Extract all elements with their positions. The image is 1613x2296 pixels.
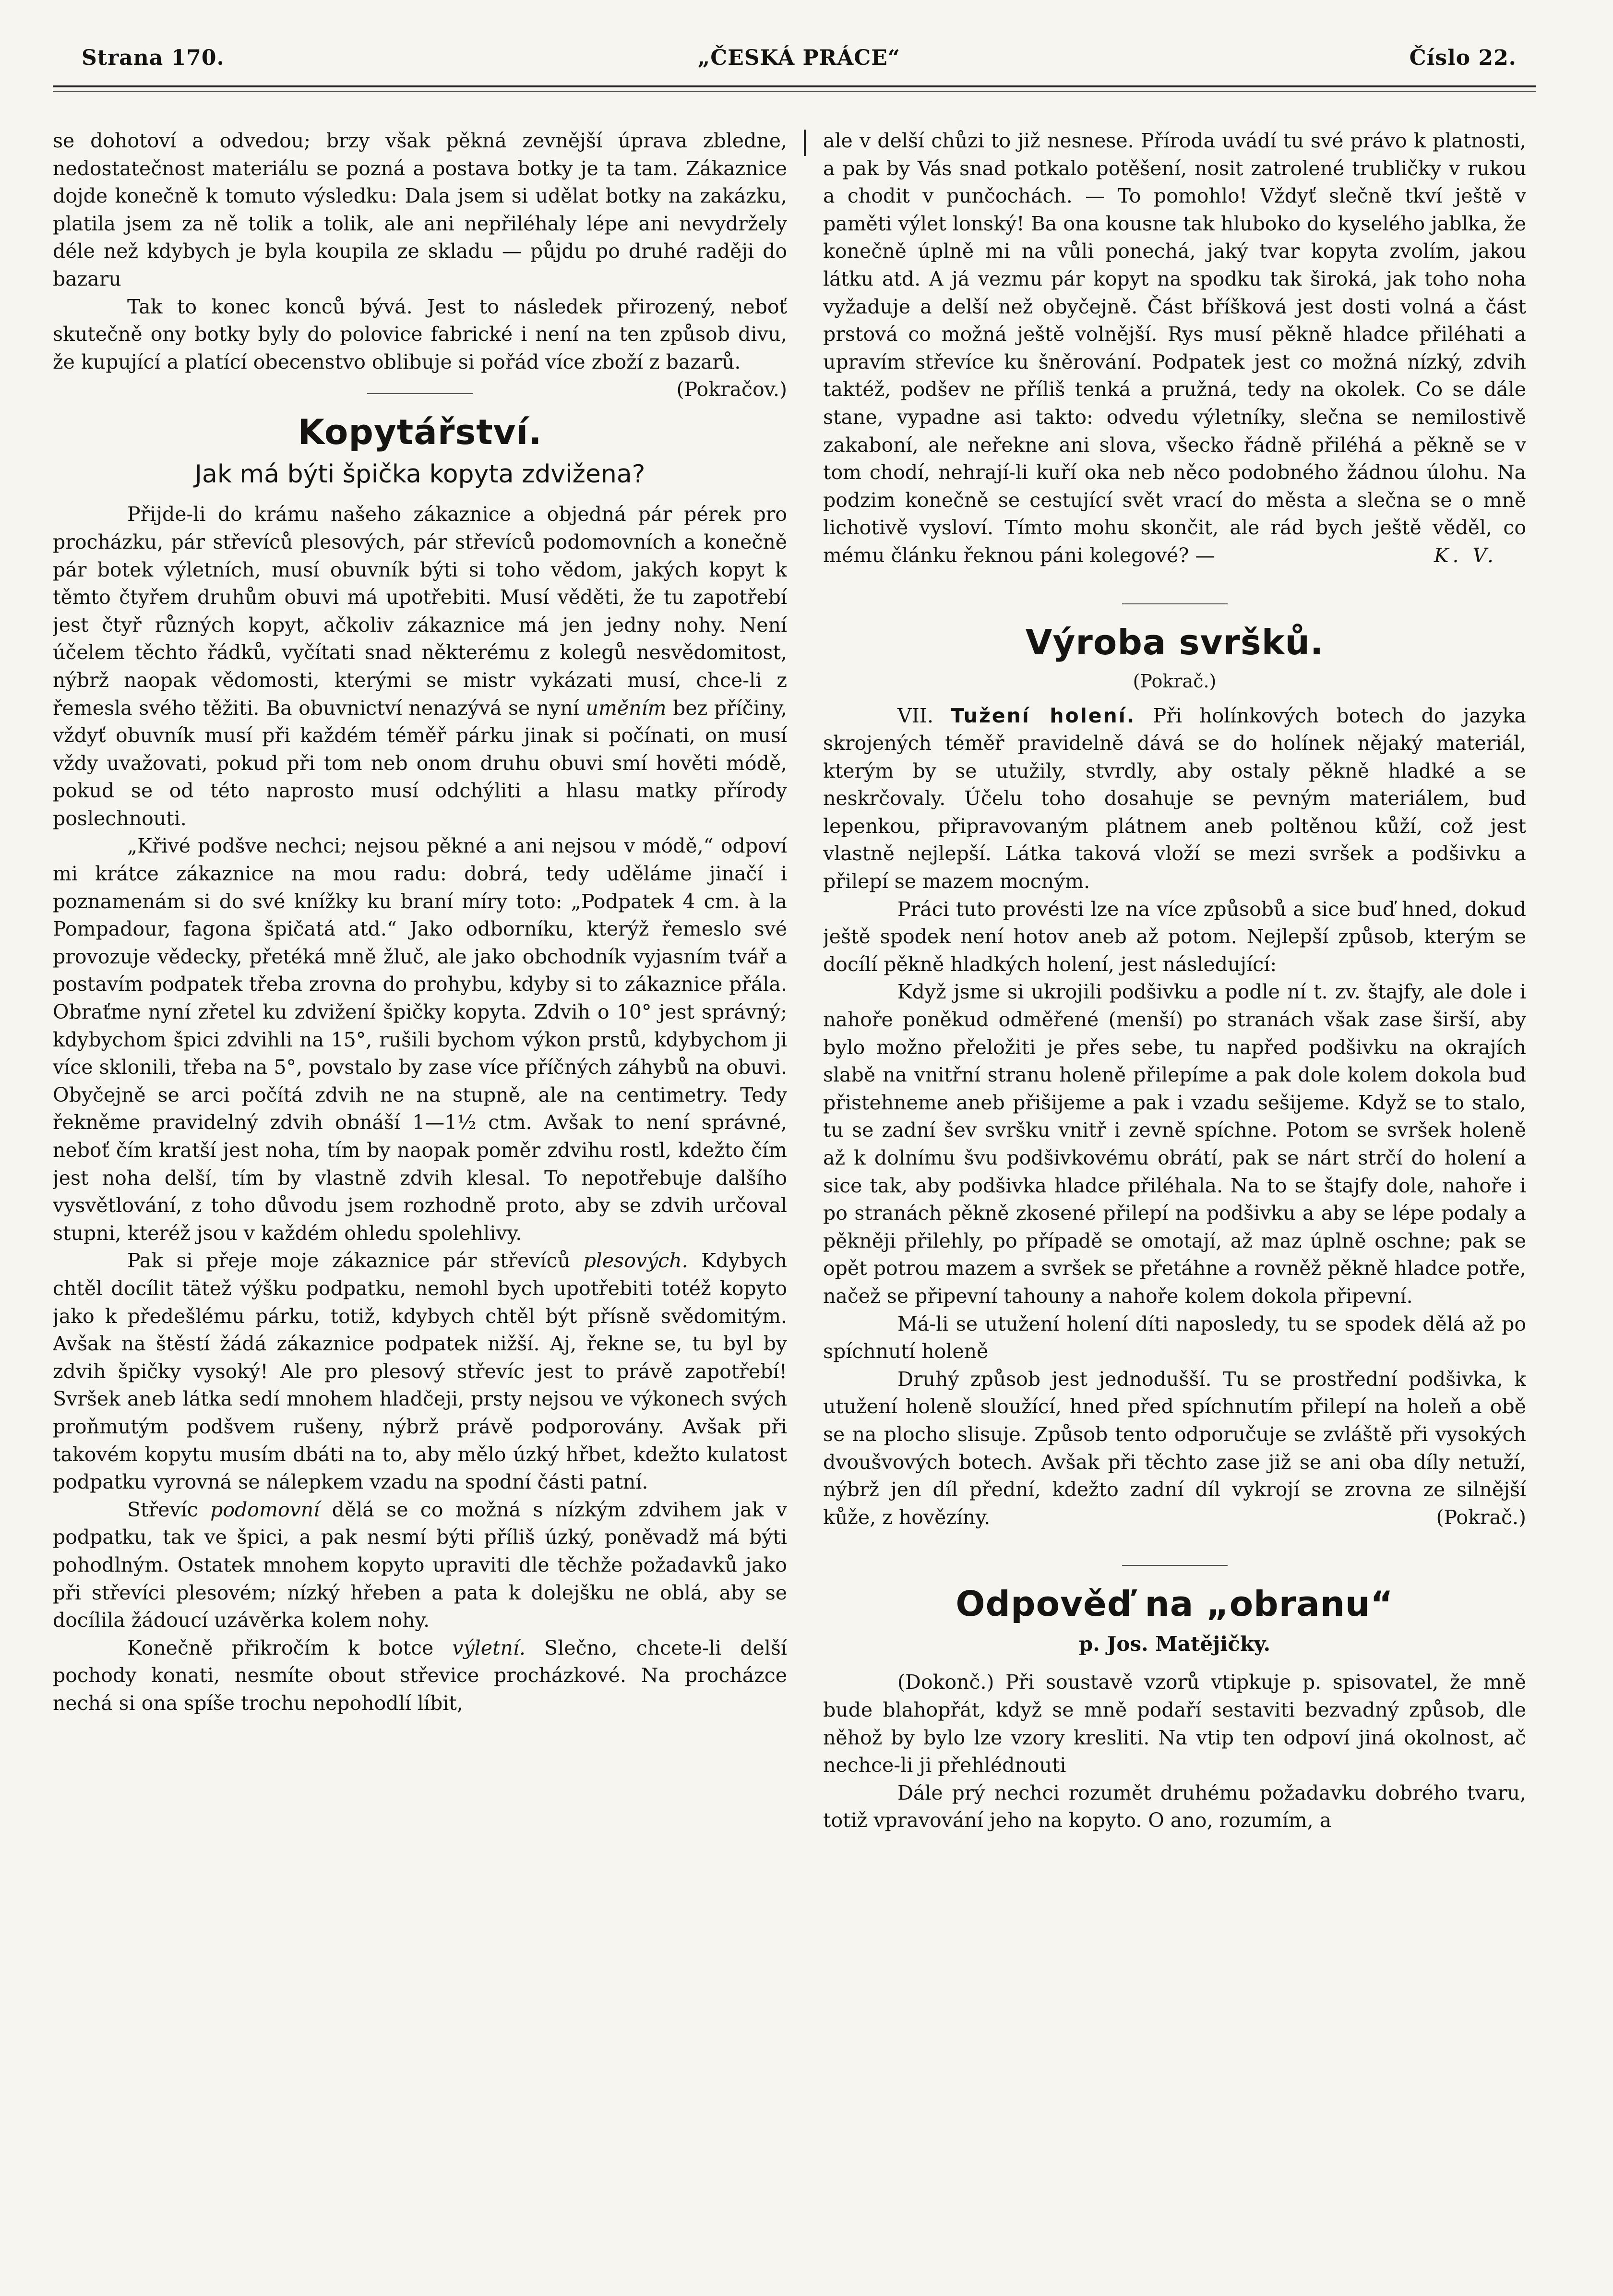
p5-italic: výletní.	[452, 1636, 526, 1659]
p5-text-b: Slečno, chcete-li delší pochody konati, nesmíte obout střevice procházkové. Na procházce nechá si ona spíše trochu nepohodlí líbit,	[53, 1636, 787, 1715]
section-separator	[367, 393, 473, 394]
issue-number: Číslo 22.	[1409, 46, 1517, 70]
p1-text: Přijde-li do krámu našeho zákaznice a objedná pár pérek pro procházku, pár střevíců plesových, pár střevíců podomovních a konečně pár botek výletních, musí obuvník býti si toho vědom, jakých kopyt k těmto čtyřem druhům obuvi má upotřebiti. Musí věděti, že tu zapotřebí jest čtyř různých kopyt, ačkoliv zákaznice má jen jedny nohy. Není účelem těchto řádků, vyčítati snad některému z kolegů nesvědomitost, nýbrž naopak vědomosti, kterými se mistr vykázati musí, chce-li z řemesla svého těžiti. Ba obuvnictví nenazývá se nyní	[53, 503, 787, 720]
left-column	[53, 127, 787, 2278]
section-title-vyroba-svrsku: Výroba svršků.	[1025, 622, 1324, 662]
article-paragraph-4	[53, 1496, 787, 1635]
p4-text-a: Střevíc	[127, 1498, 211, 1521]
s2-p5-text: Druhý způsob jest jednodušší. Tu se prostřední podšivka, k utužení holeně sloužící, hned před spíchnutím přilepí na holeň a obě se na plocho slisuje. Způsob tento odporučuje se zvláště při vysokých dvoušvových botech. Avšak při těchto zase již se ani oba díly netuží, nýbrž jen díl přední, kdežto zadní díl vykrojí se zrovna ze silnější kůže, z hovězíny.	[823, 1367, 1526, 1529]
closing-text: Tak to konec konců bývá. Jest to následek přirozený, neboť skutečně ony botky byly do polovice fabrické i není na ten způsob divu, že kupující a platící obecenstvo oblibuje si pořád více zboží z bazarů.	[53, 295, 787, 373]
s2-paragraph-4: Má-li se utužení holení díti naposledy, tu se spodek dělá až po spíchnutí holeně	[823, 1312, 1526, 1363]
section-title-kopytarstvi: Kopytářství.	[298, 412, 542, 453]
section-separator-3	[1122, 1565, 1228, 1566]
continued-text: ale v delší chůzi to již nesnese. Příroda uvádí tu své právo k platnosti, a pak by Vás snad potkalo potěšení, nosit zatrolené trubličky v rukou a chodit v punčochách. — To pomohlo! Vždyť slečně tkví ještě v paměti výlet lonský! Ba ona kousne tak hluboko do kyselého jablka, že konečně úplně mi na vůli ponechá, jaký tvar kopyta zvolím, jakou látku atd. A já vezmu pár kopyt na spodku tak široká, jak toho noha vyžaduje a delší než obyčejně. Část bříšková jest dosti volná a část prstová co možná ještě volnější. Rys musí pěkně hladce přiléhati a upravím střevíce ku šněrování. Podpatek jest co možná nízký, zdvih taktéž, podšev ne příliš tenká a pružná, tedy na okolek. Co se dále stane, vypadne asi takto: odvedu výletníky, slečna se nemilostivě zakaboní, ale neřekne ani slova, všecko řádně přiléhá a pěkně se v tom chodí, nehrají-li kuří oka neb něco podobného žádnou úlohu. Na podzim konečně se cestující svět vrací do města a slečna se o mně lichotivě vysloví. Tímto mohu skončit, ale rád bych ještě věděl, co mému článku řeknou páni kolegové? —	[823, 129, 1526, 567]
p5-text-a: Konečně přikročím k botce	[127, 1636, 453, 1659]
header-rule-thin	[53, 91, 1536, 92]
s2-paragraph-1	[823, 702, 1526, 896]
s2-paragraph-5	[823, 1366, 1526, 1532]
s2-p1-text: Při holínkových botech do jazyka skrojených téměř pravidelně dává se do holínek nějaký materiál, kterým by se utužily, stvrdly, aby ostaly pěkně hladké a se neskrčovaly. Účelu toho dosahuje se pevným materiálem, buď lepenkou, připravovaným plátnem aneb poltěnou kůží, což jest vlastně nejlepší. Látka taková vloží se mezi svršek a podšivku a přilepí se mazem mocným.	[823, 704, 1526, 893]
closing-paragraph	[53, 293, 787, 401]
page-number: Strana 170.	[82, 46, 225, 70]
page-header	[82, 46, 1517, 79]
section-separator-2	[1122, 603, 1228, 604]
section2-continued: (Pokrač.)	[1133, 670, 1217, 692]
article-paragraph-2: „Křivé podšve nechci; nejsou pěkné a ani nejsou v módě,“ odpoví mi krátce zákaznice na mou radu: dobrá, tedy uděláme jinačí i poznamenám si do své knížky ku braní míry toto: „Podpatek 4 cm. à la Pompadour, fagona špičatá atd.“ Jako odborníku, kterýž řemeslo své provozuje vědecky, přetéká mně žluč, ale jako obchodník vyjasním tvář a postavím podpatek třeba zrovna do prohybu, kdyby si to zákaznice přála. Obraťme nyní zřetel ku zdvižení špičky kopyta. Zdvih o 10° jest správný; kdybychom špici zdvihli na 15°, rušili bychom výkon prstů, kdybychom ji více sklonili, třeba na 5°, povstalo by zase více příčných záhybů na obuvi. Obyčejně se arci počítá zdvih ne na stupně, ale na centimetry. Tedy řekněme pravidelný zdvih obnáší 1—1½ ctm. Avšak to není správné, neboť čím kratší jest noha, tím by naopak poměr zdvihu rostl, kdežto čím jest noha delší, tím by vlastně zdvih klesal. To nepotřebuje dalšího vysvětlování, z toho důvodu jsem rozhodně proto, aby se zdvih určoval stupni, kteréž jsou v každém ohledu spolehlivy.	[53, 834, 787, 1245]
section-title-odpoved: Odpověď na „obranu“	[956, 1584, 1394, 1624]
section3-author: p. Jos. Matějičky.	[1078, 1632, 1271, 1656]
p4-text-b: dělá se co možná s nízkým zdvihem jak v podpatku, tak ve špici, a pak nesmí býti příliš úzký, poněvadž má býti pohodlným. Ostatek mnohem kopyto upraviti dle těchže požadavků jako při střevíci plesovém; nízký hřeben a pata k dolejšku ne oblá, aby se docílila žádoucí uzávěrka kolem nohy.	[53, 1498, 787, 1632]
s2-roman-numeral: VII.	[897, 704, 934, 727]
journal-title: „ČESKÁ PRÁCE“	[697, 46, 901, 70]
s2-paragraph-2: Práci tuto provésti lze na více způsobů a sice buď hned, dokud ještě spodek není hotov aneb až potom. Nejlepší způsob, kterým se docílí pěkně hladkých holení, jest následující:	[823, 897, 1526, 976]
s2-heading: Tužení holení.	[951, 704, 1136, 727]
right-column	[823, 127, 1526, 2278]
p1-rest: bez příčiny, vždyť obuvník musí při každém téměř párku jinak si počínati, on musí vždy uvažovati, pokud při tom neb onom druhu obuvi smí hověti módě, pokud se od této naprosto musí odchýliti a hlasu matky přírody poslechnouti.	[53, 696, 787, 830]
author-signature: K. V.	[1434, 543, 1497, 567]
p3-text-a: Pak si přeje moje zákaznice pár střevíců	[127, 1249, 584, 1273]
s3-paragraph-2: Dále prý nechci rozumět druhému požadavku dobrého tvaru, totiž vpravování jeho na kopyto. O ano, rozumím, a	[823, 1781, 1526, 1832]
article-paragraph-1	[53, 501, 787, 832]
p1-italic: uměním	[585, 696, 667, 720]
p4-italic: podomovní	[210, 1498, 320, 1521]
section-subtitle: Jak má býti špička kopyta zdvižena?	[194, 460, 645, 489]
intro-paragraph: se dohotoví a odvedou; brzy však pěkná zevnější úprava zbledne, nedostatečnost materiálu se pozná a postava botky je ta tam. Zákaznice dojde konečně k tomuto výsledku: Dala jsem si udělat botky na zakázku, platila jsem za ně tolik a tolik, ale ani nepřiléhaly lépe ani nevydržely déle než kdybych je byla koupila ze skladu — půjdu po druhé raději do bazaru	[53, 129, 787, 290]
article-paragraph-3	[53, 1247, 787, 1496]
continued-paragraph	[823, 127, 1526, 570]
s2-paragraph-3: Když jsme si ukrojili podšivku a podle ní t. zv. štajfy, ale dole i nahoře poněkud odměřené (menší) po stranách však zase širší, aby bylo možno přeložiti je přes sebe, tu napřed podšivku na okrajích slabě na vnitřní stranu holeně přilepíme a pak dole kolem dokola buď přistehneme aneb přišijeme a pak i vzadu sešijeme. Když se to stalo, tu se zadní šev svršku vnitř i zevně spíchne. Potom se svršek holeně až k dolnímu švu podšivkovému obrátí, pak se nárt strčí do holení a sice tak, aby podšivka hladce přiléhala. Na to se štajfy dole, nahoře i po stranách pěkně zkosené přilepí na podšivku a aby se lépe podaly a pěkněji přilehly, po případě se omotají, až maz úplně oschne; pak se opět potrou mazem a svršek se přetáhne a rovněž pěkně hladce potře, načež se připevní tahouny a nahoře kolem dokola připevní.	[823, 980, 1526, 1308]
s2-continued-note: (Pokrač.)	[1436, 1505, 1526, 1529]
s3-paragraph-1: (Dokonč.) Při soustavě vzorů vtipkuje p. spisovatel, že mně bude blahopřát, když se mně podaří sestaviti bezvadný způsob, dle něhož by bylo lze vzory kresliti. Na vtip ten odpoví jiná okolnost, ač nechce-li ji přehlédnouti	[823, 1671, 1526, 1777]
article-paragraph-5	[53, 1635, 787, 1718]
continued-note: (Pokračov.)	[676, 378, 787, 401]
p3-text-b: Kdybych chtěl docílit tätež výšku podpatku, nemohl bych upotřebiti totéž kopyto jako k předešlému párku, totiž, kdybych chtěl být přísně svědomitým. Avšak na štěstí žádá zákaznice podpatek nižší. Aj, řekne se, tu byl by zdvih špičky vysoký! Ale pro plesový střevíc jest to právě zapotřebí! Svršek aneb látka sedí mnohem hladčeji, prsty nejsou ve výkonech svých proňmutým podšvem rušeny, nýbrž právě podporovány. Avšak při takovém kopytu musím dbáti na to, aby mělo úzký hřbet, kdežto kulatost podpatku vyrovná se nálepkem vzadu na spodní části patní.	[53, 1249, 787, 1494]
p3-italic: plesových.	[583, 1249, 688, 1273]
header-rule-thick	[53, 85, 1536, 87]
column-divider	[804, 130, 806, 156]
